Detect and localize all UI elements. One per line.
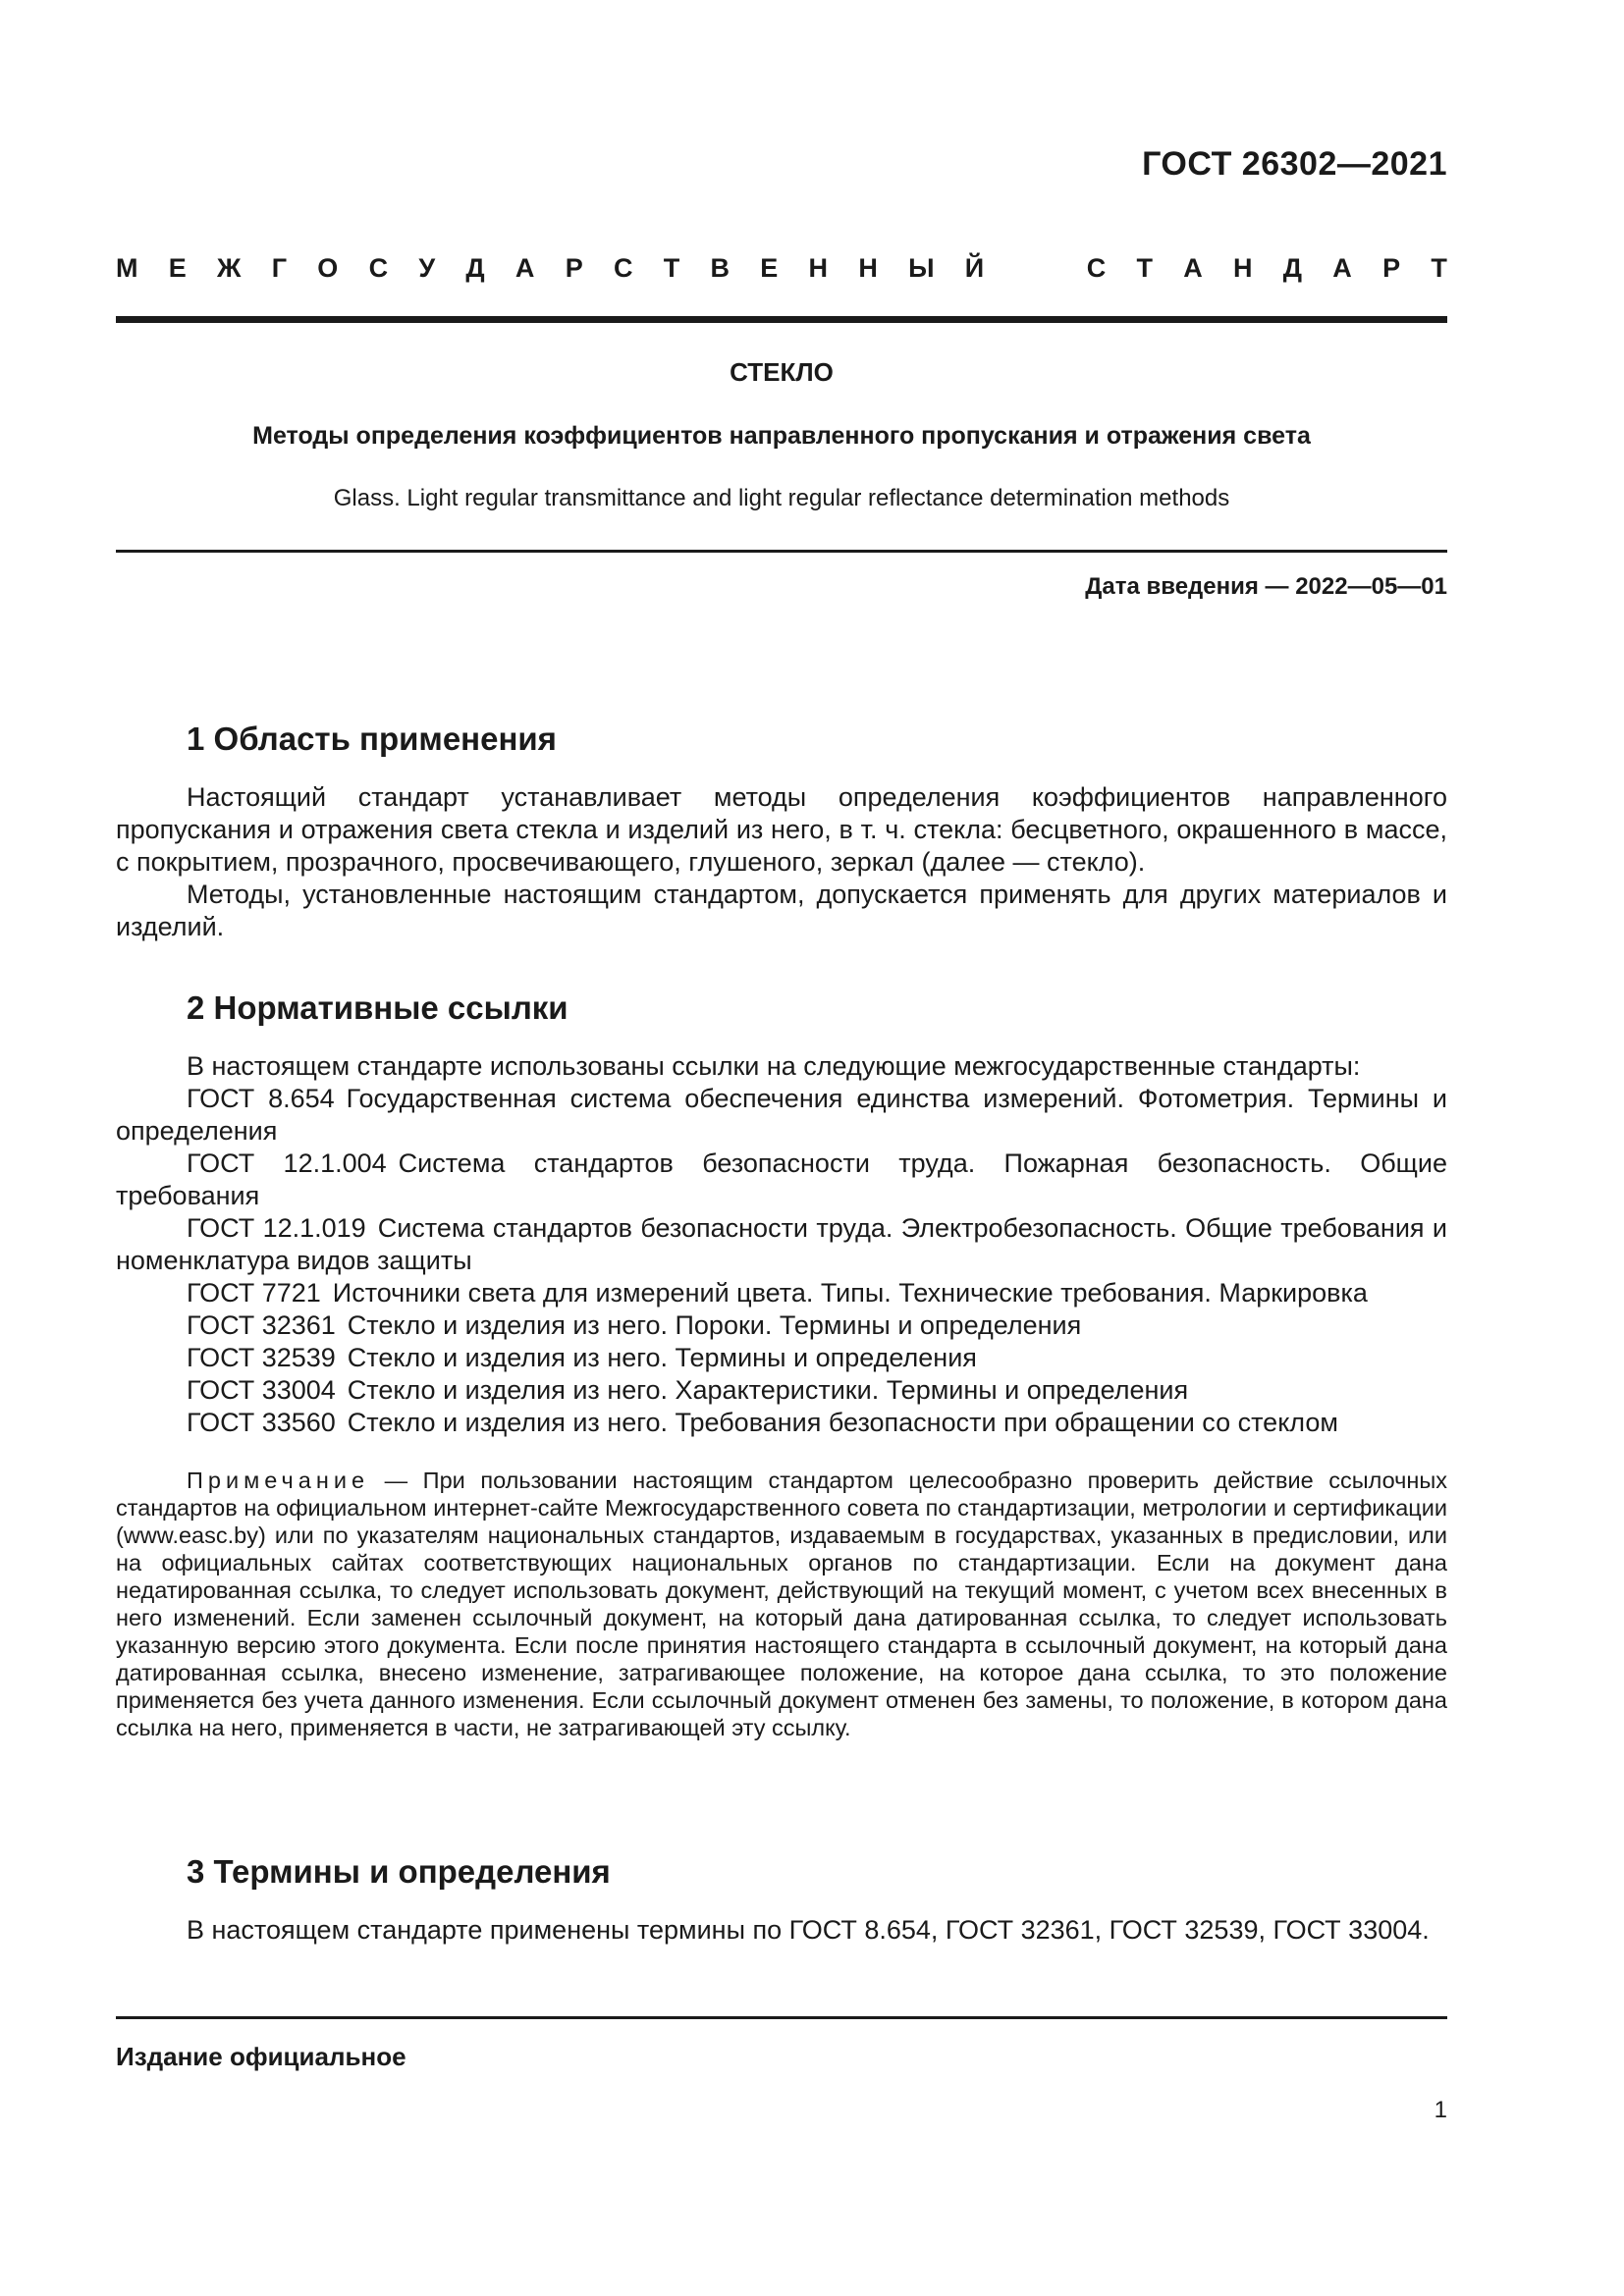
reference-item — [116, 1083, 1447, 1148]
reference-title: Стекло и изделия из него. Характеристики. Термины и определения — [347, 1375, 1189, 1405]
banner-letter: А — [514, 253, 535, 283]
reference-code: ГОСТ 33004 — [187, 1375, 336, 1405]
note-label: Примечание — [187, 1468, 370, 1493]
official-edition-label: Издание официальное — [116, 2042, 406, 2071]
banner-letter: С — [368, 253, 389, 283]
banner-letter: А — [1332, 253, 1352, 283]
reference-title: Система стандартов безопасности труда. Пожарная безопасность. Общие требования — [116, 1148, 1447, 1210]
section-3-heading: 3 Термины и определения — [187, 1853, 611, 1890]
reference-code: ГОСТ 32361 — [187, 1310, 336, 1340]
reference-code: ГОСТ 12.1.004 — [187, 1148, 387, 1178]
reference-code: ГОСТ 32539 — [187, 1343, 336, 1372]
banner-letter: Т — [663, 253, 680, 283]
banner-letter: Ж — [217, 253, 242, 283]
note-paragraph — [116, 1467, 1447, 1741]
reference-item — [116, 1277, 1447, 1309]
banner-letter: Й — [964, 253, 985, 283]
section-2-heading: 2 Нормативные ссылки — [187, 989, 568, 1026]
banner-letter: Д — [1282, 253, 1303, 283]
reference-item — [116, 1309, 1447, 1342]
banner-word-gap — [1014, 253, 1056, 284]
note-text: — При пользовании настоящим стандартом целесообразно проверить действие ссылочных стандартов на официальном интернет-сайте Межгосударственного совета по стандартизации, метрологии и сертификации (www.easc.by) или по указателям национальных стандартов, издаваемым в государствах, указанных в предисловии, или на официальных сайтах соответствующих национальных органов по стандартизации. Если на документ дана недатированная ссылка, то следует использовать документ, действующий на текущий момент, с учетом всех внесенных в него изменений. Если заменен ссылочный документ, на который дана датированная ссылка, то следует использовать указанную версию этого документа. Если после принятия настоящего стандарта в ссылочный документ, на который дана датированная ссылка, внесено изменение, затрагивающее положение, на которое дана ссылка, то это положение применяется без учета данного изменения. Если ссылочный документ отменен без замены, то положение, в котором дана ссылка на него, применяется в части, не затрагивающей эту ссылку. — [116, 1468, 1447, 1740]
banner-letter: Д — [465, 253, 485, 283]
banner-letter: С — [613, 253, 633, 283]
reference-title: Стекло и изделия из него. Пороки. Термины и определения — [347, 1310, 1082, 1340]
banner-letter: Р — [1382, 253, 1401, 283]
reference-item — [116, 1374, 1447, 1407]
interstate-standard-banner — [116, 253, 1447, 284]
references-note — [116, 1467, 1447, 1741]
reference-item — [116, 1212, 1447, 1277]
gost-code: ГОСТ 26302—2021 — [1142, 145, 1447, 183]
reference-item — [116, 1407, 1447, 1439]
reference-title: Система стандартов безопасности труда. Электробезопасность. Общие требования и номенклатура видов защиты — [116, 1213, 1447, 1275]
banner-letter: В — [710, 253, 730, 283]
document-title: СТЕКЛО — [730, 357, 834, 387]
reference-code: ГОСТ 12.1.019 — [187, 1213, 366, 1243]
banner-letter: Р — [565, 253, 583, 283]
reference-item — [116, 1148, 1447, 1212]
reference-title: Государственная система обеспечения единства измерений. Фотометрия. Термины и определения — [116, 1084, 1447, 1146]
paragraph: Методы, установленные настоящим стандартом, допускается применять для других материалов и изделий. — [116, 880, 1447, 941]
paragraph: В настоящем стандарте применены термины по ГОСТ 8.654, ГОСТ 32361, ГОСТ 32539, ГОСТ 33004. — [187, 1915, 1430, 1945]
section-1-heading: 1 Область применения — [187, 721, 557, 757]
footer-divider — [116, 2016, 1447, 2019]
section-2-body — [116, 1050, 1447, 1439]
banner-letter: Е — [760, 253, 779, 283]
reference-code: ГОСТ 33560 — [187, 1408, 336, 1437]
banner-letter: С — [1086, 253, 1107, 283]
paragraph: Настоящий стандарт устанавливает методы определения коэффициентов направленного пропускания и отражения света стекла и изделий из него, в т. ч. стекла: бесцветного, окрашенного в массе, с покрытием, прозрачного, просвечивающего, глушеного, зеркал (далее — стекло). — [116, 782, 1447, 877]
banner-letter: Н — [858, 253, 878, 283]
introduction-date: Дата введения — 2022—05—01 — [1085, 573, 1447, 600]
banner-letter: Е — [168, 253, 187, 283]
banner-letter: М — [116, 253, 138, 283]
banner-letter: Н — [808, 253, 829, 283]
banner-letter: Т — [1431, 253, 1447, 283]
section-3-body — [116, 1914, 1447, 1947]
banner-letter: Т — [1136, 253, 1153, 283]
document-english-title: Glass. Light regular transmittance and light regular reflectance determination methods — [333, 485, 1230, 511]
banner-letter: У — [418, 253, 436, 283]
reference-code: ГОСТ 8.654 — [187, 1084, 335, 1113]
banner-letter: А — [1183, 253, 1203, 283]
banner-letter: Ы — [908, 253, 935, 283]
references-intro: В настоящем стандарте использованы ссылки на следующие межгосударственные стандарты: — [187, 1051, 1361, 1081]
header-divider — [116, 316, 1447, 323]
reference-title: Источники света для измерений цвета. Типы. Технические требования. Маркировка — [332, 1278, 1368, 1308]
section-1-body — [116, 781, 1447, 943]
banner-letter: Г — [271, 253, 288, 283]
document-subtitle: Методы определения коэффициентов направленного пропускания и отражения света — [252, 422, 1311, 450]
reference-title: Стекло и изделия из него. Требования безопасности при обращении со стеклом — [347, 1408, 1338, 1437]
reference-code: ГОСТ 7721 — [187, 1278, 321, 1308]
title-divider — [116, 550, 1447, 553]
banner-letter: О — [317, 253, 339, 283]
reference-title: Стекло и изделия из него. Термины и определения — [347, 1343, 977, 1372]
banner-letter: Н — [1233, 253, 1253, 283]
reference-item — [116, 1342, 1447, 1374]
page-number: 1 — [1434, 2097, 1447, 2123]
